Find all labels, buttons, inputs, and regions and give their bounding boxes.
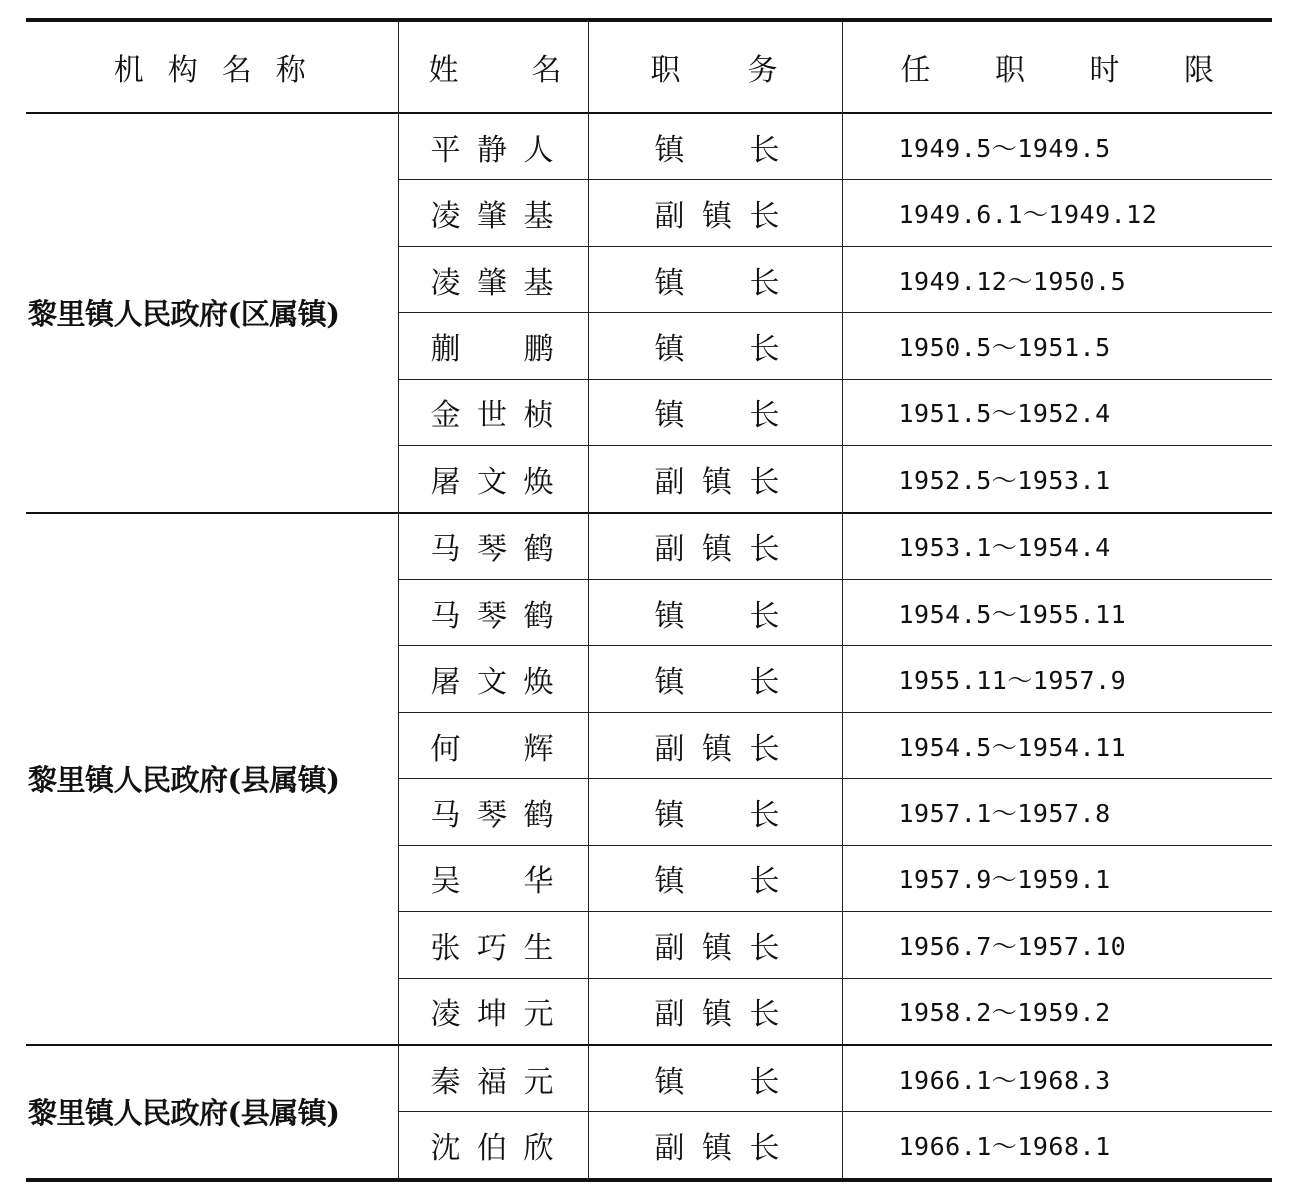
term-cell: 1966.1～1968.3 (842, 1045, 1272, 1112)
person-name-cell: 沈伯欣 (398, 1112, 588, 1180)
term-cell: 1957.9～1959.1 (842, 845, 1272, 911)
person-name-cell: 马琴鹤 (398, 513, 588, 580)
term-cell: 1952.5～1953.1 (842, 446, 1272, 513)
person-name-cell: 屠文焕 (398, 446, 588, 513)
duty-cell: 副镇长 (588, 912, 842, 978)
header-row (26, 20, 1272, 113)
duty-cell: 镇长 (588, 1045, 842, 1112)
person-name-cell: 屠文焕 (398, 646, 588, 712)
duty-cell: 副镇长 (588, 180, 842, 246)
duty-cell: 镇长 (588, 246, 842, 312)
term-cell: 1955.11～1957.9 (842, 646, 1272, 712)
term-cell: 1954.5～1954.11 (842, 712, 1272, 778)
term-cell: 1953.1～1954.4 (842, 513, 1272, 580)
duty-cell: 副镇长 (588, 712, 842, 778)
duty-cell: 镇长 (588, 113, 842, 180)
person-name-cell: 马琴鹤 (398, 779, 588, 845)
header-term: 任职时限 (842, 20, 1272, 113)
term-cell: 1957.1～1957.8 (842, 779, 1272, 845)
header-duty: 职务 (588, 20, 842, 113)
table-row (26, 1045, 1272, 1112)
header-name: 姓名 (398, 20, 588, 113)
duty-cell: 镇长 (588, 313, 842, 379)
person-name-cell: 马琴鹤 (398, 580, 588, 646)
duty-cell: 副镇长 (588, 446, 842, 513)
person-name-cell: 何辉 (398, 712, 588, 778)
header-org: 机构名称 (26, 20, 398, 113)
org-name-cell: 黎里镇人民政府(县属镇) (26, 513, 398, 1045)
duty-cell: 镇长 (588, 646, 842, 712)
org-name-cell: 黎里镇人民政府(区属镇) (26, 113, 398, 513)
person-name-cell: 凌坤元 (398, 978, 588, 1045)
person-name-cell: 凌肇基 (398, 246, 588, 312)
person-name-cell: 蒯鹏 (398, 313, 588, 379)
term-cell: 1966.1～1968.1 (842, 1112, 1272, 1180)
person-name-cell: 张巧生 (398, 912, 588, 978)
table-row (26, 513, 1272, 580)
term-cell: 1949.12～1950.5 (842, 246, 1272, 312)
duty-cell: 副镇长 (588, 978, 842, 1045)
person-name-cell: 凌肇基 (398, 180, 588, 246)
person-name-cell: 吴华 (398, 845, 588, 911)
officials-table-container (26, 18, 1272, 1182)
duty-cell: 镇长 (588, 580, 842, 646)
org-name-cell: 黎里镇人民政府(县属镇) (26, 1045, 398, 1180)
duty-cell: 镇长 (588, 845, 842, 911)
term-cell: 1954.5～1955.11 (842, 580, 1272, 646)
term-cell: 1951.5～1952.4 (842, 379, 1272, 445)
duty-cell: 副镇长 (588, 513, 842, 580)
table-body (26, 113, 1272, 1180)
duty-cell: 镇长 (588, 779, 842, 845)
officials-table (26, 18, 1272, 1182)
duty-cell: 镇长 (588, 379, 842, 445)
term-cell: 1949.6.1～1949.12 (842, 180, 1272, 246)
term-cell: 1956.7～1957.10 (842, 912, 1272, 978)
table-row (26, 113, 1272, 180)
term-cell: 1958.2～1959.2 (842, 978, 1272, 1045)
person-name-cell: 秦福元 (398, 1045, 588, 1112)
person-name-cell: 平静人 (398, 113, 588, 180)
term-cell: 1949.5～1949.5 (842, 113, 1272, 180)
term-cell: 1950.5～1951.5 (842, 313, 1272, 379)
duty-cell: 副镇长 (588, 1112, 842, 1180)
person-name-cell: 金世桢 (398, 379, 588, 445)
